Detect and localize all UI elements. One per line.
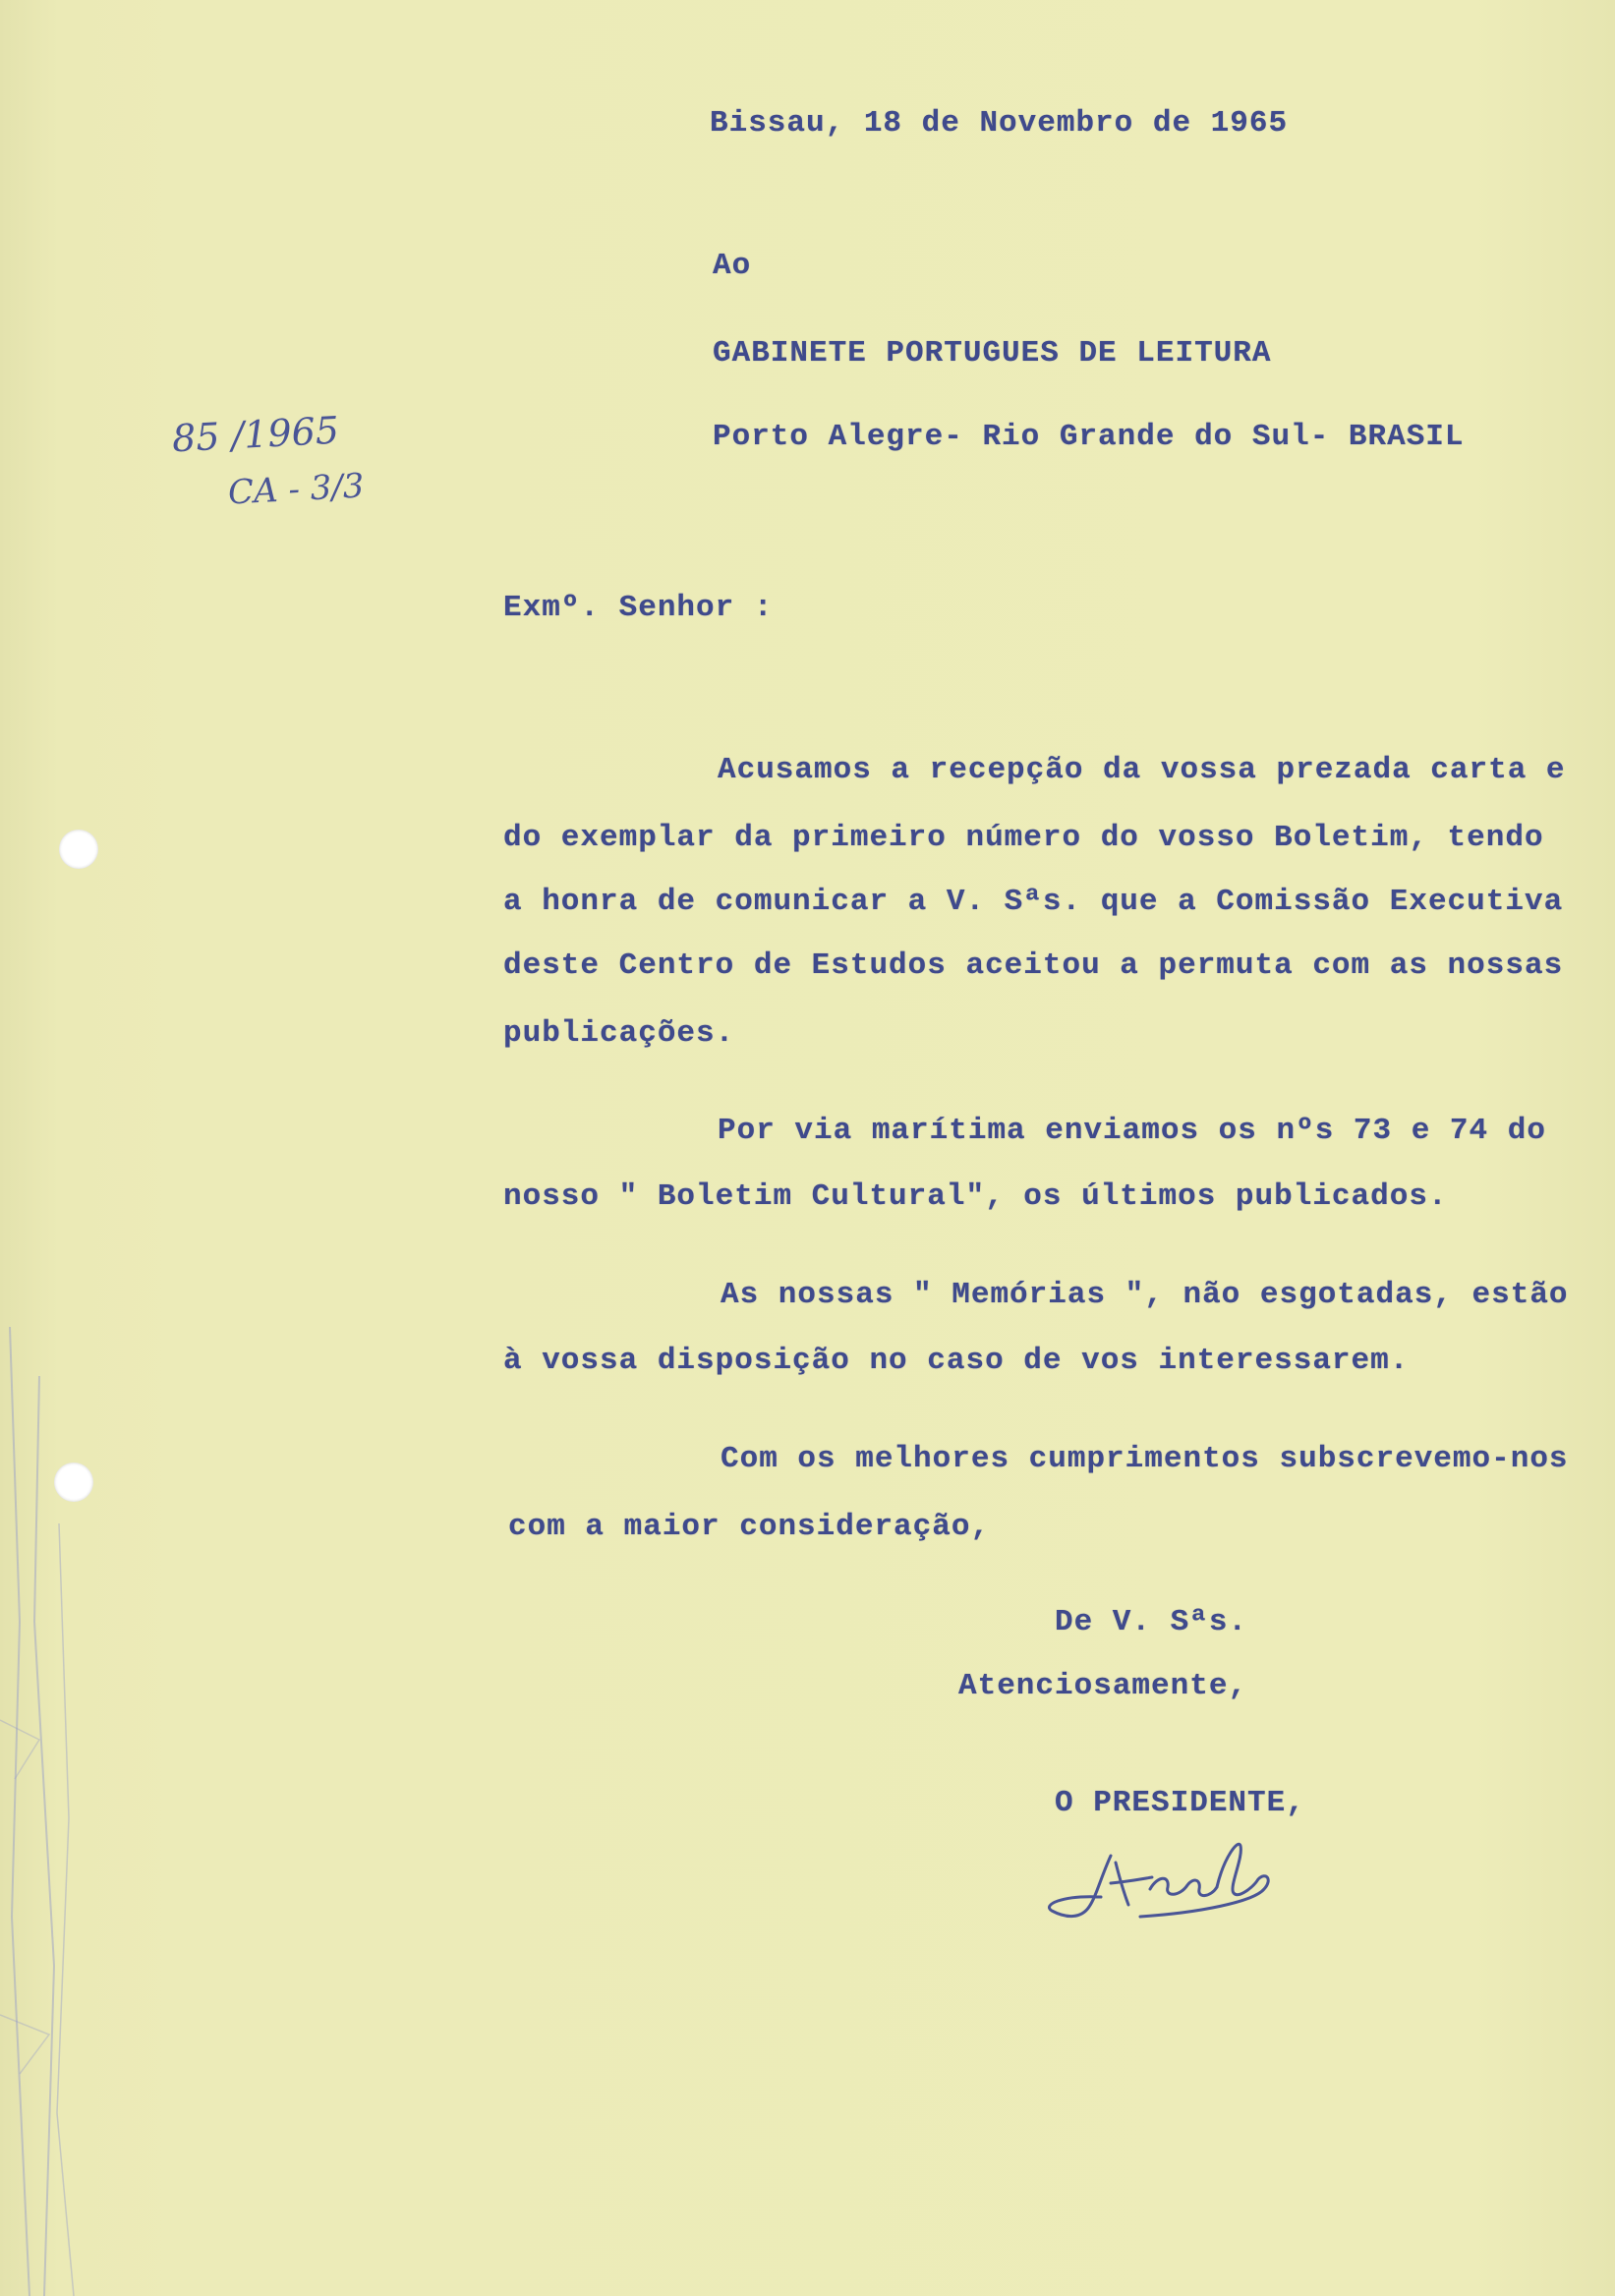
- reference-number: 85 /1965: [170, 408, 340, 461]
- signatory-title: O PRESIDENTE,: [1055, 1786, 1305, 1820]
- paragraph-1-line-1: Acusamos a recepção da vossa prezada carta e: [718, 753, 1566, 787]
- paragraph-3-line-1: As nossas " Memórias ", não esgotadas, estão: [721, 1278, 1569, 1312]
- paragraph-1-line-5: publicações.: [503, 1016, 735, 1051]
- signature-image: [1042, 1828, 1307, 1936]
- paragraph-1-line-4: deste Centro de Estudos aceitou a permuta com as nossas: [503, 948, 1564, 983]
- recipient-address: Porto Alegre- Rio Grande do Sul- BRASIL: [713, 420, 1465, 454]
- paragraph-4-line-2: com a maior consideração,: [508, 1510, 991, 1544]
- paragraph-2-line-1: Por via marítima enviamos os nºs 73 e 74 do: [718, 1114, 1546, 1148]
- greeting: Exmº. Senhor :: [503, 591, 774, 625]
- paragraph-1-line-2: do exemplar da primeiro número do vosso Boletim, tendo: [503, 821, 1544, 855]
- closing-1: De V. Sªs.: [1055, 1605, 1248, 1639]
- recipient-name: GABINETE PORTUGUES DE LEITURA: [713, 336, 1272, 371]
- date-line: Bissau, 18 de Novembro de 1965: [710, 106, 1289, 141]
- paragraph-4-line-1: Com os melhores cumprimentos subscrevemo-nos: [721, 1442, 1569, 1476]
- file-code: CA - 3/3: [227, 466, 366, 513]
- punch-hole-top: [59, 830, 98, 869]
- closing-2: Atenciosamente,: [958, 1669, 1248, 1703]
- salutation-to: Ao: [713, 249, 752, 283]
- worn-edge-texture: [0, 1327, 88, 2296]
- paragraph-1-line-3: a honra de comunicar a V. Sªs. que a Comissão Executiva: [503, 885, 1564, 919]
- paragraph-2-line-2: nosso " Boletim Cultural", os últimos publicados.: [503, 1179, 1448, 1214]
- paragraph-3-line-2: à vossa disposição no caso de vos interessarem.: [503, 1344, 1410, 1378]
